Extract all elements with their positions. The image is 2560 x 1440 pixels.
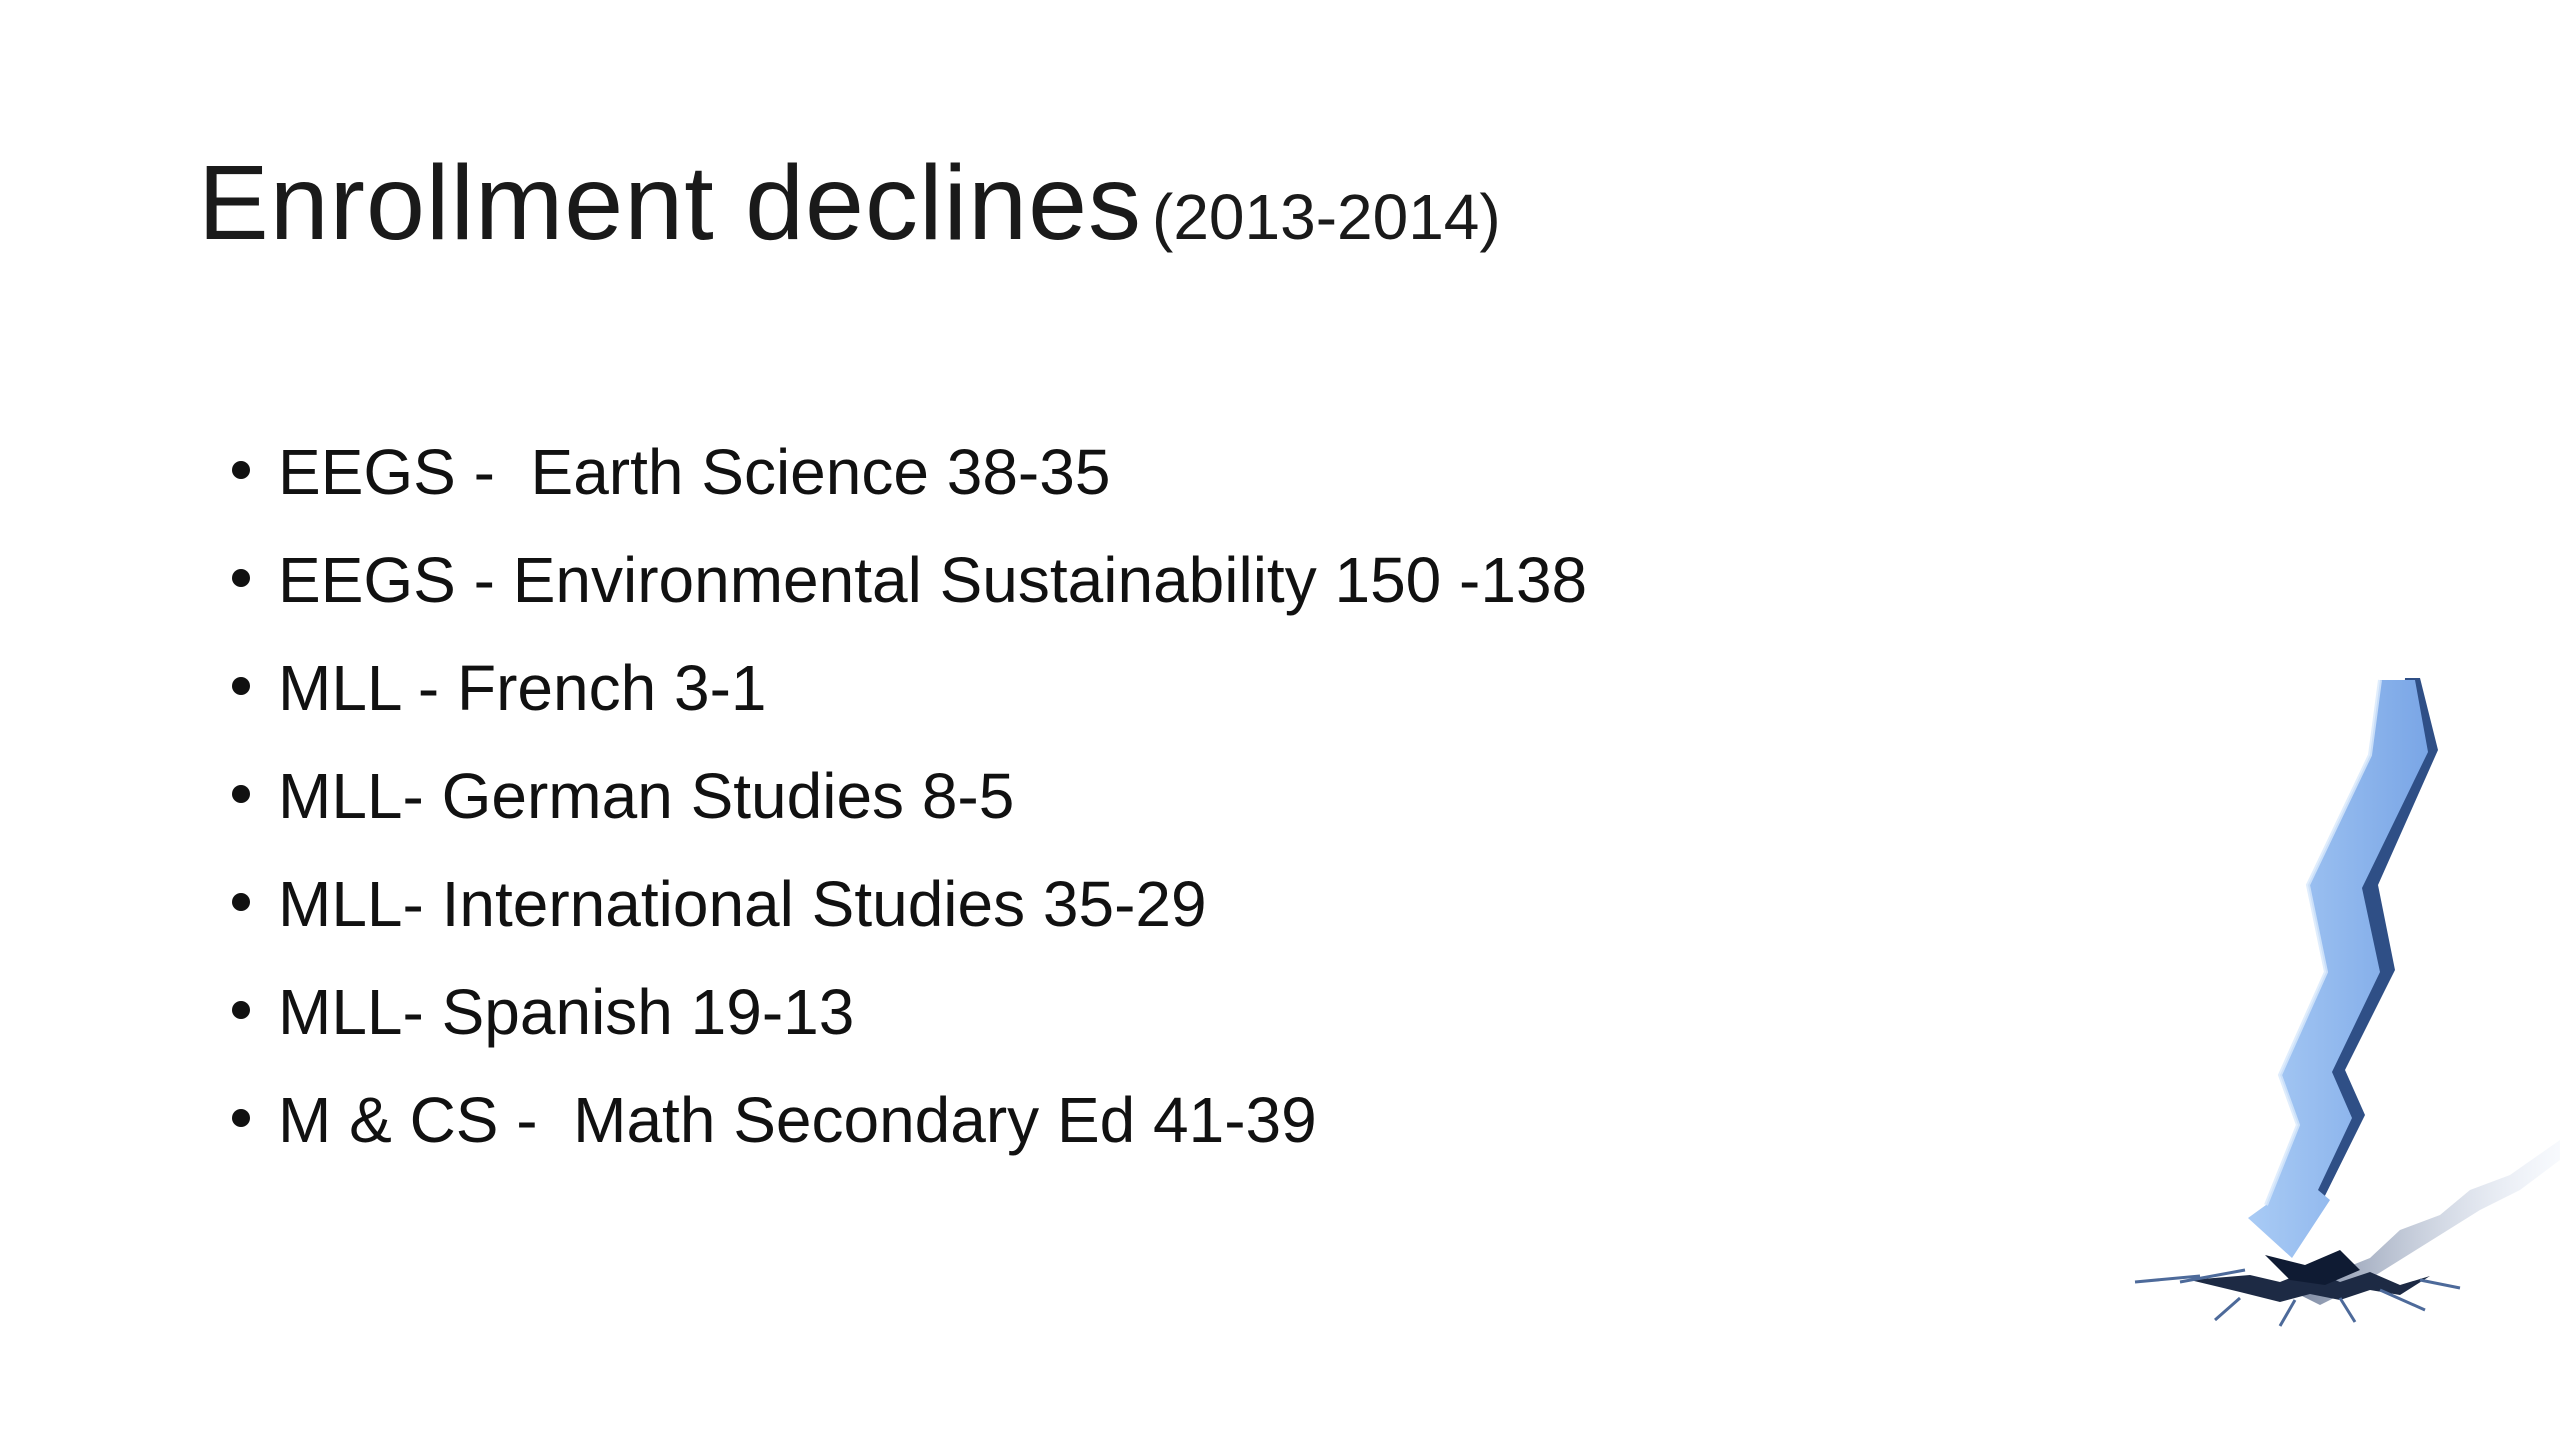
bullet-item: [222, 958, 1587, 1066]
bullet-text: EEGS - Environmental Sustainability 150 -138: [278, 544, 1588, 616]
bullet-item: [222, 1066, 1587, 1174]
bullet-item: [222, 418, 1587, 526]
arrow-face: [2248, 680, 2428, 1258]
bullet-dot-icon: [232, 569, 250, 587]
title-years-text: (2013-2014): [1152, 181, 1501, 253]
title-main-text: Enrollment declines: [198, 144, 1143, 262]
bullet-text: M & CS - Math Secondary Ed 41-39: [278, 1084, 1317, 1156]
bullet-text: MLL - French 3-1: [278, 652, 767, 724]
bullet-list: [222, 418, 1587, 1174]
bullet-item: [222, 634, 1587, 742]
bullet-dot-icon: [232, 461, 250, 479]
bullet-dot-icon: [232, 1001, 250, 1019]
bullet-text: MLL- International Studies 35-29: [278, 868, 1207, 940]
bullet-item: [222, 742, 1587, 850]
bullet-text: MLL- Spanish 19-13: [278, 976, 855, 1048]
slide-title: [198, 144, 1501, 262]
downward-zigzag-arrow-cracking-floor-icon: [2040, 670, 2560, 1330]
bullet-dot-icon: [232, 785, 250, 803]
bullet-dot-icon: [232, 893, 250, 911]
bullet-dot-icon: [232, 677, 250, 695]
bullet-item: [222, 526, 1587, 634]
bullet-item: [222, 850, 1587, 958]
floor-crack: [2135, 1140, 2560, 1326]
bullet-text: MLL- German Studies 8-5: [278, 760, 1015, 832]
bullet-text: EEGS - Earth Science 38-35: [278, 436, 1111, 508]
bullet-dot-icon: [232, 1109, 250, 1127]
